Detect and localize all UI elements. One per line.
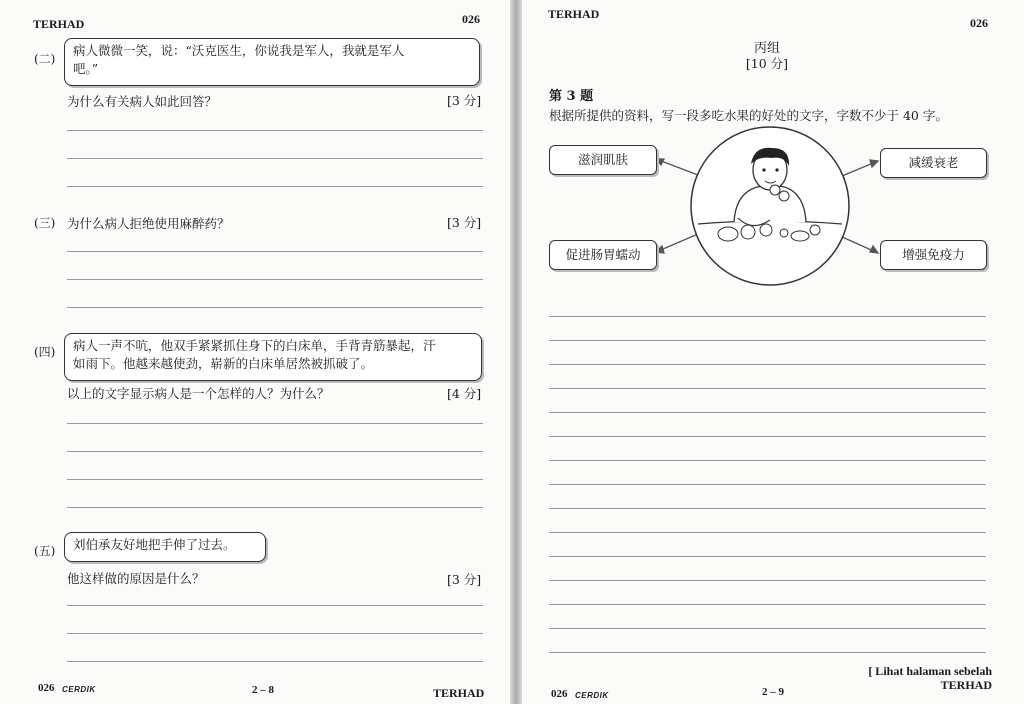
left-page — [0, 0, 510, 704]
answer-line[interactable] — [67, 307, 483, 308]
writing-line[interactable] — [549, 412, 986, 413]
question-3-text: 为什么病人拒绝使用麻醉药？ — [67, 216, 230, 231]
quote-4-line-2: 如雨下。他越来越使劲，崭新的白床单居然被抓破了。 — [73, 356, 374, 371]
writing-line[interactable] — [549, 604, 986, 605]
answer-line[interactable] — [67, 451, 483, 452]
answer-line[interactable] — [67, 605, 483, 606]
left-footer-restriction: TERHAD — [433, 686, 485, 700]
writing-line[interactable] — [549, 364, 986, 365]
writing-line[interactable] — [549, 652, 986, 653]
answer-line[interactable] — [67, 423, 483, 424]
writing-line[interactable] — [549, 316, 986, 317]
writing-line[interactable] — [549, 580, 986, 581]
quote-bubble-2 — [64, 38, 480, 86]
question-2-marks: [3 分] — [447, 93, 482, 108]
book-gutter — [510, 0, 522, 704]
right-page — [522, 0, 1024, 704]
writing-line[interactable] — [549, 460, 986, 461]
question-4-marks: [4 分] — [447, 386, 482, 401]
writing-line[interactable] — [549, 556, 986, 557]
quote-4-line-1: 病人一声不吭，他双手紧紧抓住身下的白床单，手背青筋暴起，汗 — [73, 338, 436, 353]
question-5-marks: [3 分] — [447, 572, 482, 587]
left-footer-code: 026 — [38, 682, 55, 694]
writing-line[interactable] — [549, 436, 986, 437]
answer-line[interactable] — [67, 279, 483, 280]
section-title: 丙组 — [753, 41, 780, 56]
question-instruction: 根据所提供的资料，写一段多吃水果的好处的文字，字数不少于 40 字。 — [549, 108, 948, 123]
answer-line[interactable] — [67, 186, 483, 187]
answer-line[interactable] — [67, 158, 483, 159]
arrowhead — [656, 246, 664, 253]
writing-line[interactable] — [549, 628, 986, 629]
answer-line[interactable] — [67, 633, 483, 634]
section-marks: [10 分] — [745, 56, 789, 71]
question-title: 第 3 题 — [549, 89, 594, 104]
left-header-code: 026 — [462, 12, 480, 26]
right-footer-restriction: TERHAD — [940, 678, 992, 692]
answer-line[interactable] — [67, 130, 483, 131]
quote-bubble-5: 刘伯承友好地把手伸了过去。 — [64, 532, 266, 562]
right-page-number: 2 – 9 — [762, 686, 784, 698]
publisher-logo: CERDIK — [575, 691, 609, 700]
question-number-3: (三) — [34, 216, 56, 230]
question-5-text: 他这样做的原因是什么？ — [67, 571, 205, 586]
answer-line[interactable] — [67, 251, 483, 252]
question-3-marks: [3 分] — [447, 215, 482, 230]
question-2-text: 为什么有关病人如此回答？ — [67, 94, 218, 109]
writing-line[interactable] — [549, 508, 986, 509]
question-number-5: (五) — [34, 544, 56, 558]
arrowhead — [870, 160, 878, 167]
boy-eating-fruit-illustration — [691, 127, 849, 285]
writing-line[interactable] — [549, 484, 986, 485]
benefit-immunity: 增强免疫力 — [880, 240, 987, 270]
arrowhead — [656, 159, 664, 165]
answer-line[interactable] — [67, 661, 483, 662]
see-next-page-note: [ Lihat halaman sebelah — [868, 664, 992, 678]
right-header-code: 026 — [970, 16, 988, 30]
writing-line[interactable] — [549, 532, 986, 533]
quote-2-line-2: 吧。” — [73, 61, 99, 76]
right-footer-code: 026 — [551, 688, 568, 700]
writing-line[interactable] — [549, 340, 986, 341]
writing-line[interactable] — [549, 388, 986, 389]
left-header-restriction: TERHAD — [33, 17, 85, 31]
question-number-2: (二) — [34, 52, 56, 66]
quote-2-line-1: 病人微微一笑，说：“沃克医生，你说我是军人，我就是军人 — [73, 43, 405, 58]
left-page-number: 2 – 8 — [252, 684, 274, 696]
benefits-diagram — [522, 0, 1024, 704]
benefit-digestion: 促进肠胃蠕动 — [549, 240, 657, 270]
answer-line[interactable] — [67, 507, 483, 508]
question-4-text: 以上的文字显示病人是一个怎样的人？为什么？ — [67, 386, 330, 401]
publisher-logo: CERDIK — [62, 685, 96, 694]
right-header-restriction: TERHAD — [548, 7, 600, 21]
arrowhead — [870, 246, 878, 253]
question-number-4: (四) — [34, 345, 56, 359]
quote-bubble-4 — [64, 333, 482, 381]
benefit-moisturize-skin: 滋润肌肤 — [549, 145, 657, 175]
answer-line[interactable] — [67, 479, 483, 480]
benefit-slow-aging: 减缓衰老 — [880, 148, 987, 178]
